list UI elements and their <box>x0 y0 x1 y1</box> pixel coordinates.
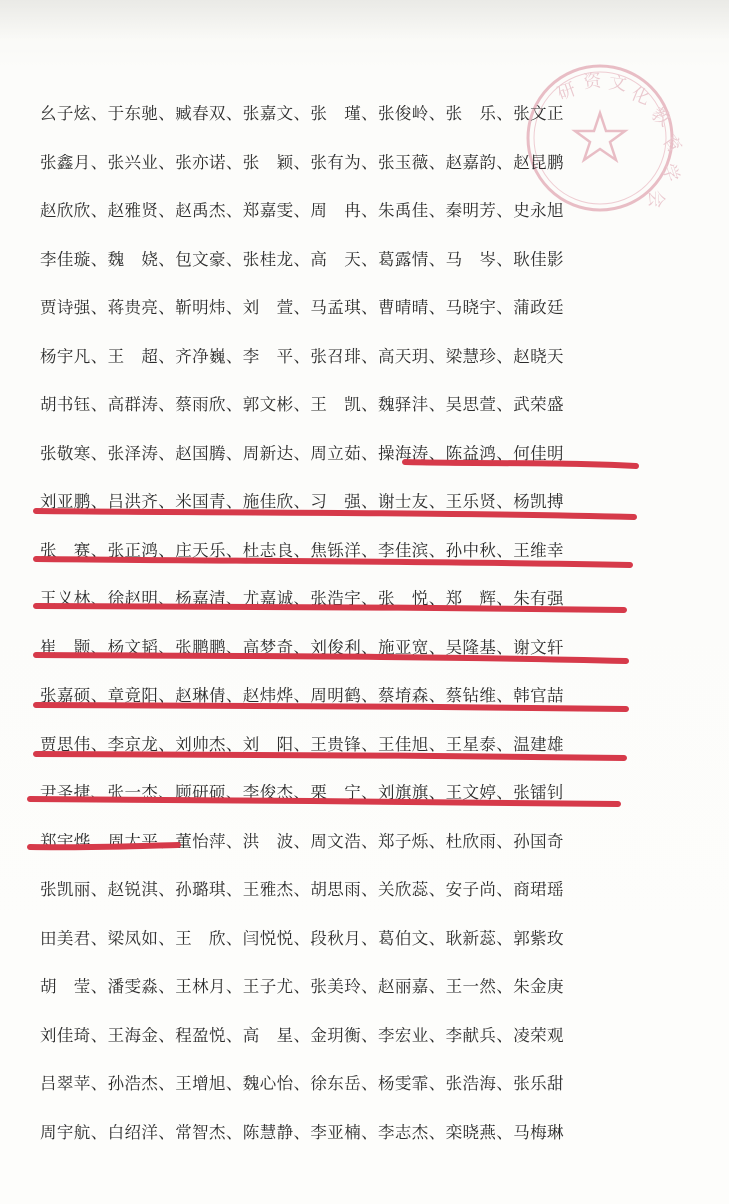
name-line-19: 胡 莹、潘雯淼、王林月、王子尤、张美玲、赵丽嘉、王一然、朱金庚 <box>40 977 564 996</box>
name-list <box>40 90 680 1157</box>
name-line-13: 张嘉硕、章竟阳、赵琳倩、赵炜烨、周明鹤、蔡堉森、蔡钻维、韩官喆 <box>40 686 564 705</box>
name-line-6: 杨宇凡、王 超、齐净巍、李 平、张召琲、高天玥、梁慧珍、赵晓天 <box>40 346 564 366</box>
name-line-8: 张敬寒、张泽涛、赵国腾、周新达、周立茹、操海涛、陈益鸿、何佳明 <box>40 443 564 463</box>
svg-text:资: 资 <box>582 70 603 93</box>
name-line-20: 刘佳琦、王海金、程盈悦、高 星、金玥衡、李宏业、李献兵、凌荣观 <box>40 1025 564 1045</box>
name-line-18: 田美君、梁凤如、王 欣、闫悦悦、段秋月、葛伯文、耿新蕊、郭紫玫 <box>40 928 564 948</box>
name-line-12: 崔 颢、杨文韬、张鹏鹏、高梦奇、刘俊利、施亚宽、吴隆基、谢文轩 <box>40 637 564 657</box>
name-line-15: 尹圣捷、张一杰、顾研硕、李俊杰、栗 宁、刘旗旗、王文婷、张镭钊 <box>40 783 564 802</box>
name-line-3: 赵欣欣、赵雅贤、赵禹杰、郑嘉雯、周 冉、朱禹佳、秦明芳、史永旭 <box>40 201 564 220</box>
scan-shadow <box>0 0 729 40</box>
name-line-21: 吕翠苹、孙浩杰、王增旭、魏心怡、徐东岳、杨雯霏、张浩海、张乐甜 <box>40 1074 564 1093</box>
svg-text:学: 学 <box>657 161 683 185</box>
name-line-17: 张凯丽、赵锐淇、孙璐琪、王雅杰、胡思雨、关欣蕊、安子尚、商珺瑶 <box>40 880 564 899</box>
name-line-11: 王义林、徐赵明、杨嘉清、尤嘉诚、张浩宇、张 悦、郑 辉、朱有强 <box>40 589 564 608</box>
name-line-1: 幺子炫、于东驰、臧春双、张嘉文、张 瑾、张俊岭、张 乐、张文正 <box>40 104 564 123</box>
name-line-7: 胡书钰、高群涛、蔡雨欣、郭文彬、王 凯、魏驿沣、吴思萱、武荣盛 <box>40 395 564 414</box>
name-line-16: 郑宇烨、周太平、董怡萍、洪 波、周文浩、郑子烁、杜欣雨、孙国奇 <box>40 831 564 851</box>
svg-text:研: 研 <box>554 78 579 105</box>
svg-text:育: 育 <box>657 130 686 158</box>
svg-text:教: 教 <box>646 103 675 132</box>
name-line-9: 刘亚鹏、吕洪齐、米国青、施佳欣、习 强、谢士友、王乐贤、杨凯搏 <box>40 492 564 511</box>
name-line-10: 张 赛、张正鸿、庄天乐、杜志良、焦铄洋、李佳滨、孙中秋、王维幸 <box>40 540 564 560</box>
svg-text:会: 会 <box>645 190 666 208</box>
name-line-22: 周宇航、白绍洋、常智杰、陈慧静、李亚楠、李志杰、栾晓燕、马梅琳 <box>40 1122 564 1142</box>
name-line-14: 贾思伟、李京龙、刘帅杰、刘 阳、王贵锋、王佳旭、王星泰、温建雄 <box>40 734 564 754</box>
name-line-5: 贾诗强、蒋贵亮、靳明炜、刘 萱、马孟琪、曹晴晴、马晓宇、蒲政廷 <box>40 298 564 317</box>
name-line-2: 张鑫月、张兴业、张亦诺、张 颖、张有为、张玉薇、赵嘉韵、赵昆鹏 <box>40 152 564 172</box>
seal-text-1: 文 <box>607 72 629 96</box>
seal-text-2: 化 <box>628 83 653 110</box>
name-line-4: 李佳璇、魏 娆、包文豪、张桂龙、高 天、葛露情、马 岑、耿佳影 <box>40 249 564 269</box>
